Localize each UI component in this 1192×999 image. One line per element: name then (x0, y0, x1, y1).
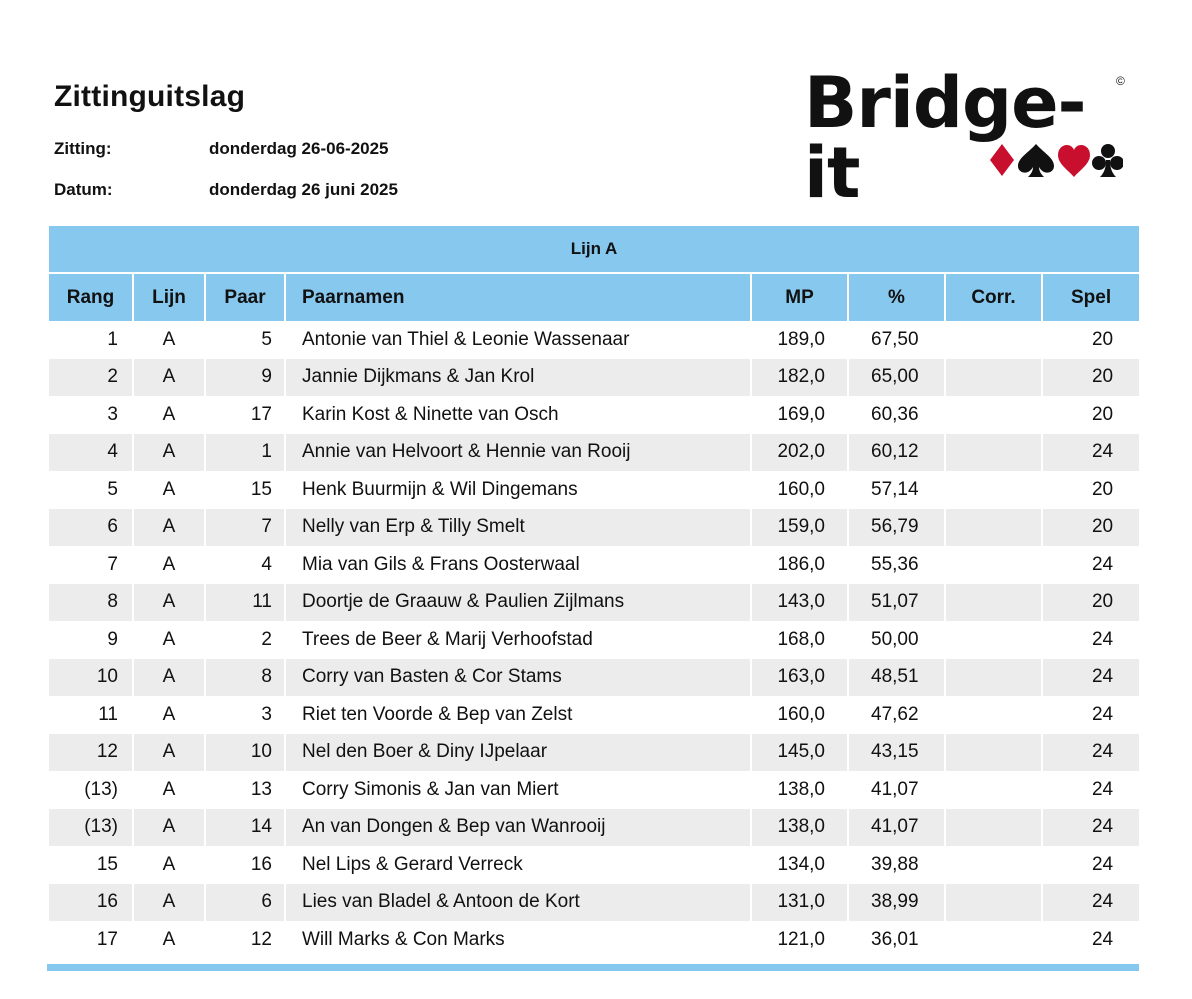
cell-corr (945, 509, 1042, 547)
column-header-paar: Paar (205, 273, 285, 321)
cell-spel: 20 (1042, 509, 1140, 547)
spade-icon (1018, 144, 1054, 177)
cell-mp: 131,0 (751, 884, 848, 922)
cell-lijn: A (133, 509, 205, 547)
cell-pct: 60,12 (848, 434, 945, 472)
column-header-spel: Spel (1042, 273, 1140, 321)
table-row (48, 396, 1140, 434)
cell-corr (945, 734, 1042, 772)
table-row (48, 546, 1140, 584)
cell-spel: 24 (1042, 659, 1140, 697)
column-header-row (48, 273, 1140, 321)
cell-pct: 36,01 (848, 921, 945, 959)
cell-corr (945, 809, 1042, 847)
cell-paar: 2 (205, 621, 285, 659)
zitting-value: donderdag 26-06-2025 (209, 139, 389, 158)
cell-mp: 160,0 (751, 471, 848, 509)
cell-lijn: A (133, 846, 205, 884)
cell-corr (945, 434, 1042, 472)
cell-mp: 159,0 (751, 509, 848, 547)
cell-rang: 3 (48, 396, 133, 434)
cell-lijn: A (133, 734, 205, 772)
cell-pct: 38,99 (848, 884, 945, 922)
cell-rang: (13) (48, 771, 133, 809)
cell-spel: 24 (1042, 846, 1140, 884)
cell-corr (945, 884, 1042, 922)
cell-corr (945, 659, 1042, 697)
cell-rang: 7 (48, 546, 133, 584)
cell-paar: 11 (205, 584, 285, 622)
zitting-label: Zitting: (54, 139, 112, 158)
cell-spel: 20 (1042, 471, 1140, 509)
cell-paarnamen: Nel Lips & Gerard Verreck (285, 846, 751, 884)
cell-paar: 17 (205, 396, 285, 434)
cell-pct: 55,36 (848, 546, 945, 584)
cell-paarnamen: Corry van Basten & Cor Stams (285, 659, 751, 697)
cell-pct: 56,79 (848, 509, 945, 547)
cell-lijn: A (133, 396, 205, 434)
cell-paar: 10 (205, 734, 285, 772)
cell-lijn: A (133, 321, 205, 359)
page-title: Zittinguitslag (54, 80, 246, 113)
card-suits-icon (988, 140, 1123, 180)
table-row (48, 659, 1140, 697)
table-row (48, 434, 1140, 472)
bridge-it-logo (804, 62, 1134, 214)
table-row (48, 921, 1140, 959)
column-header-pct: % (848, 273, 945, 321)
cell-spel: 24 (1042, 884, 1140, 922)
club-icon (1092, 144, 1123, 177)
cell-paarnamen: Trees de Beer & Marij Verhoofstad (285, 621, 751, 659)
cell-rang: 2 (48, 359, 133, 397)
cell-paarnamen: Karin Kost & Ninette van Osch (285, 396, 751, 434)
cell-mp: 138,0 (751, 771, 848, 809)
cell-spel: 24 (1042, 546, 1140, 584)
table-row (48, 509, 1140, 547)
cell-lijn: A (133, 809, 205, 847)
copyright-icon: © (1116, 74, 1125, 88)
cell-rang: 4 (48, 434, 133, 472)
cell-spel: 20 (1042, 321, 1140, 359)
cell-paar: 6 (205, 884, 285, 922)
cell-rang: 10 (48, 659, 133, 697)
cell-paarnamen: Nelly van Erp & Tilly Smelt (285, 509, 751, 547)
datum-value: donderdag 26 juni 2025 (209, 180, 398, 199)
cell-paarnamen: Antonie van Thiel & Leonie Wassenaar (285, 321, 751, 359)
cell-paarnamen: Doortje de Graauw & Paulien Zijlmans (285, 584, 751, 622)
table-row (48, 771, 1140, 809)
cell-paar: 15 (205, 471, 285, 509)
column-header-corr: Corr. (945, 273, 1042, 321)
cell-mp: 121,0 (751, 921, 848, 959)
cell-corr (945, 696, 1042, 734)
cell-paar: 16 (205, 846, 285, 884)
column-header-mp: MP (751, 273, 848, 321)
cell-paar: 14 (205, 809, 285, 847)
cell-rang: 9 (48, 621, 133, 659)
cell-paar: 9 (205, 359, 285, 397)
cell-paar: 1 (205, 434, 285, 472)
table-row (48, 584, 1140, 622)
cell-rang: 11 (48, 696, 133, 734)
column-header-rang: Rang (48, 273, 133, 321)
cell-mp: 134,0 (751, 846, 848, 884)
cell-spel: 24 (1042, 621, 1140, 659)
cell-paarnamen: Will Marks & Con Marks (285, 921, 751, 959)
cell-rang: 6 (48, 509, 133, 547)
cell-rang: 15 (48, 846, 133, 884)
cell-lijn: A (133, 771, 205, 809)
datum-label: Datum: (54, 180, 113, 199)
cell-paarnamen: Annie van Helvoort & Hennie van Rooij (285, 434, 751, 472)
table-row (48, 471, 1140, 509)
cell-spel: 24 (1042, 921, 1140, 959)
cell-spel: 24 (1042, 734, 1140, 772)
cell-mp: 189,0 (751, 321, 848, 359)
logo-text: Bridge-it (804, 62, 1086, 214)
cell-pct: 43,15 (848, 734, 945, 772)
cell-corr (945, 621, 1042, 659)
table-row (48, 359, 1140, 397)
table-row (48, 621, 1140, 659)
cell-corr (945, 471, 1042, 509)
cell-rang: (13) (48, 809, 133, 847)
cell-corr (945, 584, 1042, 622)
cell-pct: 57,14 (848, 471, 945, 509)
cell-pct: 41,07 (848, 809, 945, 847)
cell-rang: 1 (48, 321, 133, 359)
table-row (48, 321, 1140, 359)
cell-paarnamen: Lies van Bladel & Antoon de Kort (285, 884, 751, 922)
table-row (48, 734, 1140, 772)
cell-pct: 41,07 (848, 771, 945, 809)
cell-mp: 186,0 (751, 546, 848, 584)
results-table (47, 226, 1141, 959)
cell-mp: 202,0 (751, 434, 848, 472)
cell-pct: 47,62 (848, 696, 945, 734)
cell-corr (945, 321, 1042, 359)
cell-lijn: A (133, 696, 205, 734)
cell-rang: 5 (48, 471, 133, 509)
cell-paarnamen: Jannie Dijkmans & Jan Krol (285, 359, 751, 397)
cell-corr (945, 546, 1042, 584)
cell-paarnamen: Mia van Gils & Frans Oosterwaal (285, 546, 751, 584)
cell-pct: 51,07 (848, 584, 945, 622)
cell-paar: 3 (205, 696, 285, 734)
cell-paarnamen: Nel den Boer & Diny IJpelaar (285, 734, 751, 772)
cell-paar: 7 (205, 509, 285, 547)
cell-paarnamen: Riet ten Voorde & Bep van Zelst (285, 696, 751, 734)
cell-lijn: A (133, 659, 205, 697)
cell-paar: 8 (205, 659, 285, 697)
cell-paarnamen: Henk Buurmijn & Wil Dingemans (285, 471, 751, 509)
cell-lijn: A (133, 621, 205, 659)
cell-lijn: A (133, 584, 205, 622)
cell-mp: 182,0 (751, 359, 848, 397)
column-header-lijn: Lijn (133, 273, 205, 321)
cell-lijn: A (133, 359, 205, 397)
cell-paar: 13 (205, 771, 285, 809)
cell-corr (945, 359, 1042, 397)
cell-paarnamen: Corry Simonis & Jan van Miert (285, 771, 751, 809)
cell-paar: 4 (205, 546, 285, 584)
cell-pct: 65,00 (848, 359, 945, 397)
cell-paar: 5 (205, 321, 285, 359)
cell-spel: 24 (1042, 434, 1140, 472)
cell-mp: 138,0 (751, 809, 848, 847)
cell-pct: 50,00 (848, 621, 945, 659)
section-title: Lijn A (48, 226, 1140, 273)
cell-pct: 60,36 (848, 396, 945, 434)
table-row (48, 696, 1140, 734)
table-row (48, 846, 1140, 884)
cell-pct: 48,51 (848, 659, 945, 697)
cell-rang: 17 (48, 921, 133, 959)
cell-spel: 24 (1042, 696, 1140, 734)
cell-mp: 163,0 (751, 659, 848, 697)
cell-spel: 20 (1042, 396, 1140, 434)
cell-spel: 24 (1042, 771, 1140, 809)
diamond-icon (990, 144, 1014, 176)
cell-lijn: A (133, 471, 205, 509)
cell-lijn: A (133, 434, 205, 472)
cell-mp: 160,0 (751, 696, 848, 734)
cell-spel: 20 (1042, 359, 1140, 397)
cell-spel: 24 (1042, 809, 1140, 847)
cell-corr (945, 921, 1042, 959)
cell-mp: 145,0 (751, 734, 848, 772)
cell-pct: 39,88 (848, 846, 945, 884)
cell-mp: 168,0 (751, 621, 848, 659)
column-header-paarnamen: Paarnamen (285, 273, 751, 321)
cell-corr (945, 396, 1042, 434)
cell-pct: 67,50 (848, 321, 945, 359)
cell-lijn: A (133, 921, 205, 959)
cell-lijn: A (133, 546, 205, 584)
cell-rang: 12 (48, 734, 133, 772)
cell-lijn: A (133, 884, 205, 922)
cell-corr (945, 771, 1042, 809)
cell-paarnamen: An van Dongen & Bep van Wanrooij (285, 809, 751, 847)
table-bottom-border (47, 964, 1139, 971)
cell-spel: 20 (1042, 584, 1140, 622)
cell-rang: 8 (48, 584, 133, 622)
cell-corr (945, 846, 1042, 884)
cell-mp: 143,0 (751, 584, 848, 622)
table-row (48, 809, 1140, 847)
table-row (48, 884, 1140, 922)
heart-icon (1058, 145, 1090, 177)
cell-paar: 12 (205, 921, 285, 959)
cell-mp: 169,0 (751, 396, 848, 434)
cell-rang: 16 (48, 884, 133, 922)
